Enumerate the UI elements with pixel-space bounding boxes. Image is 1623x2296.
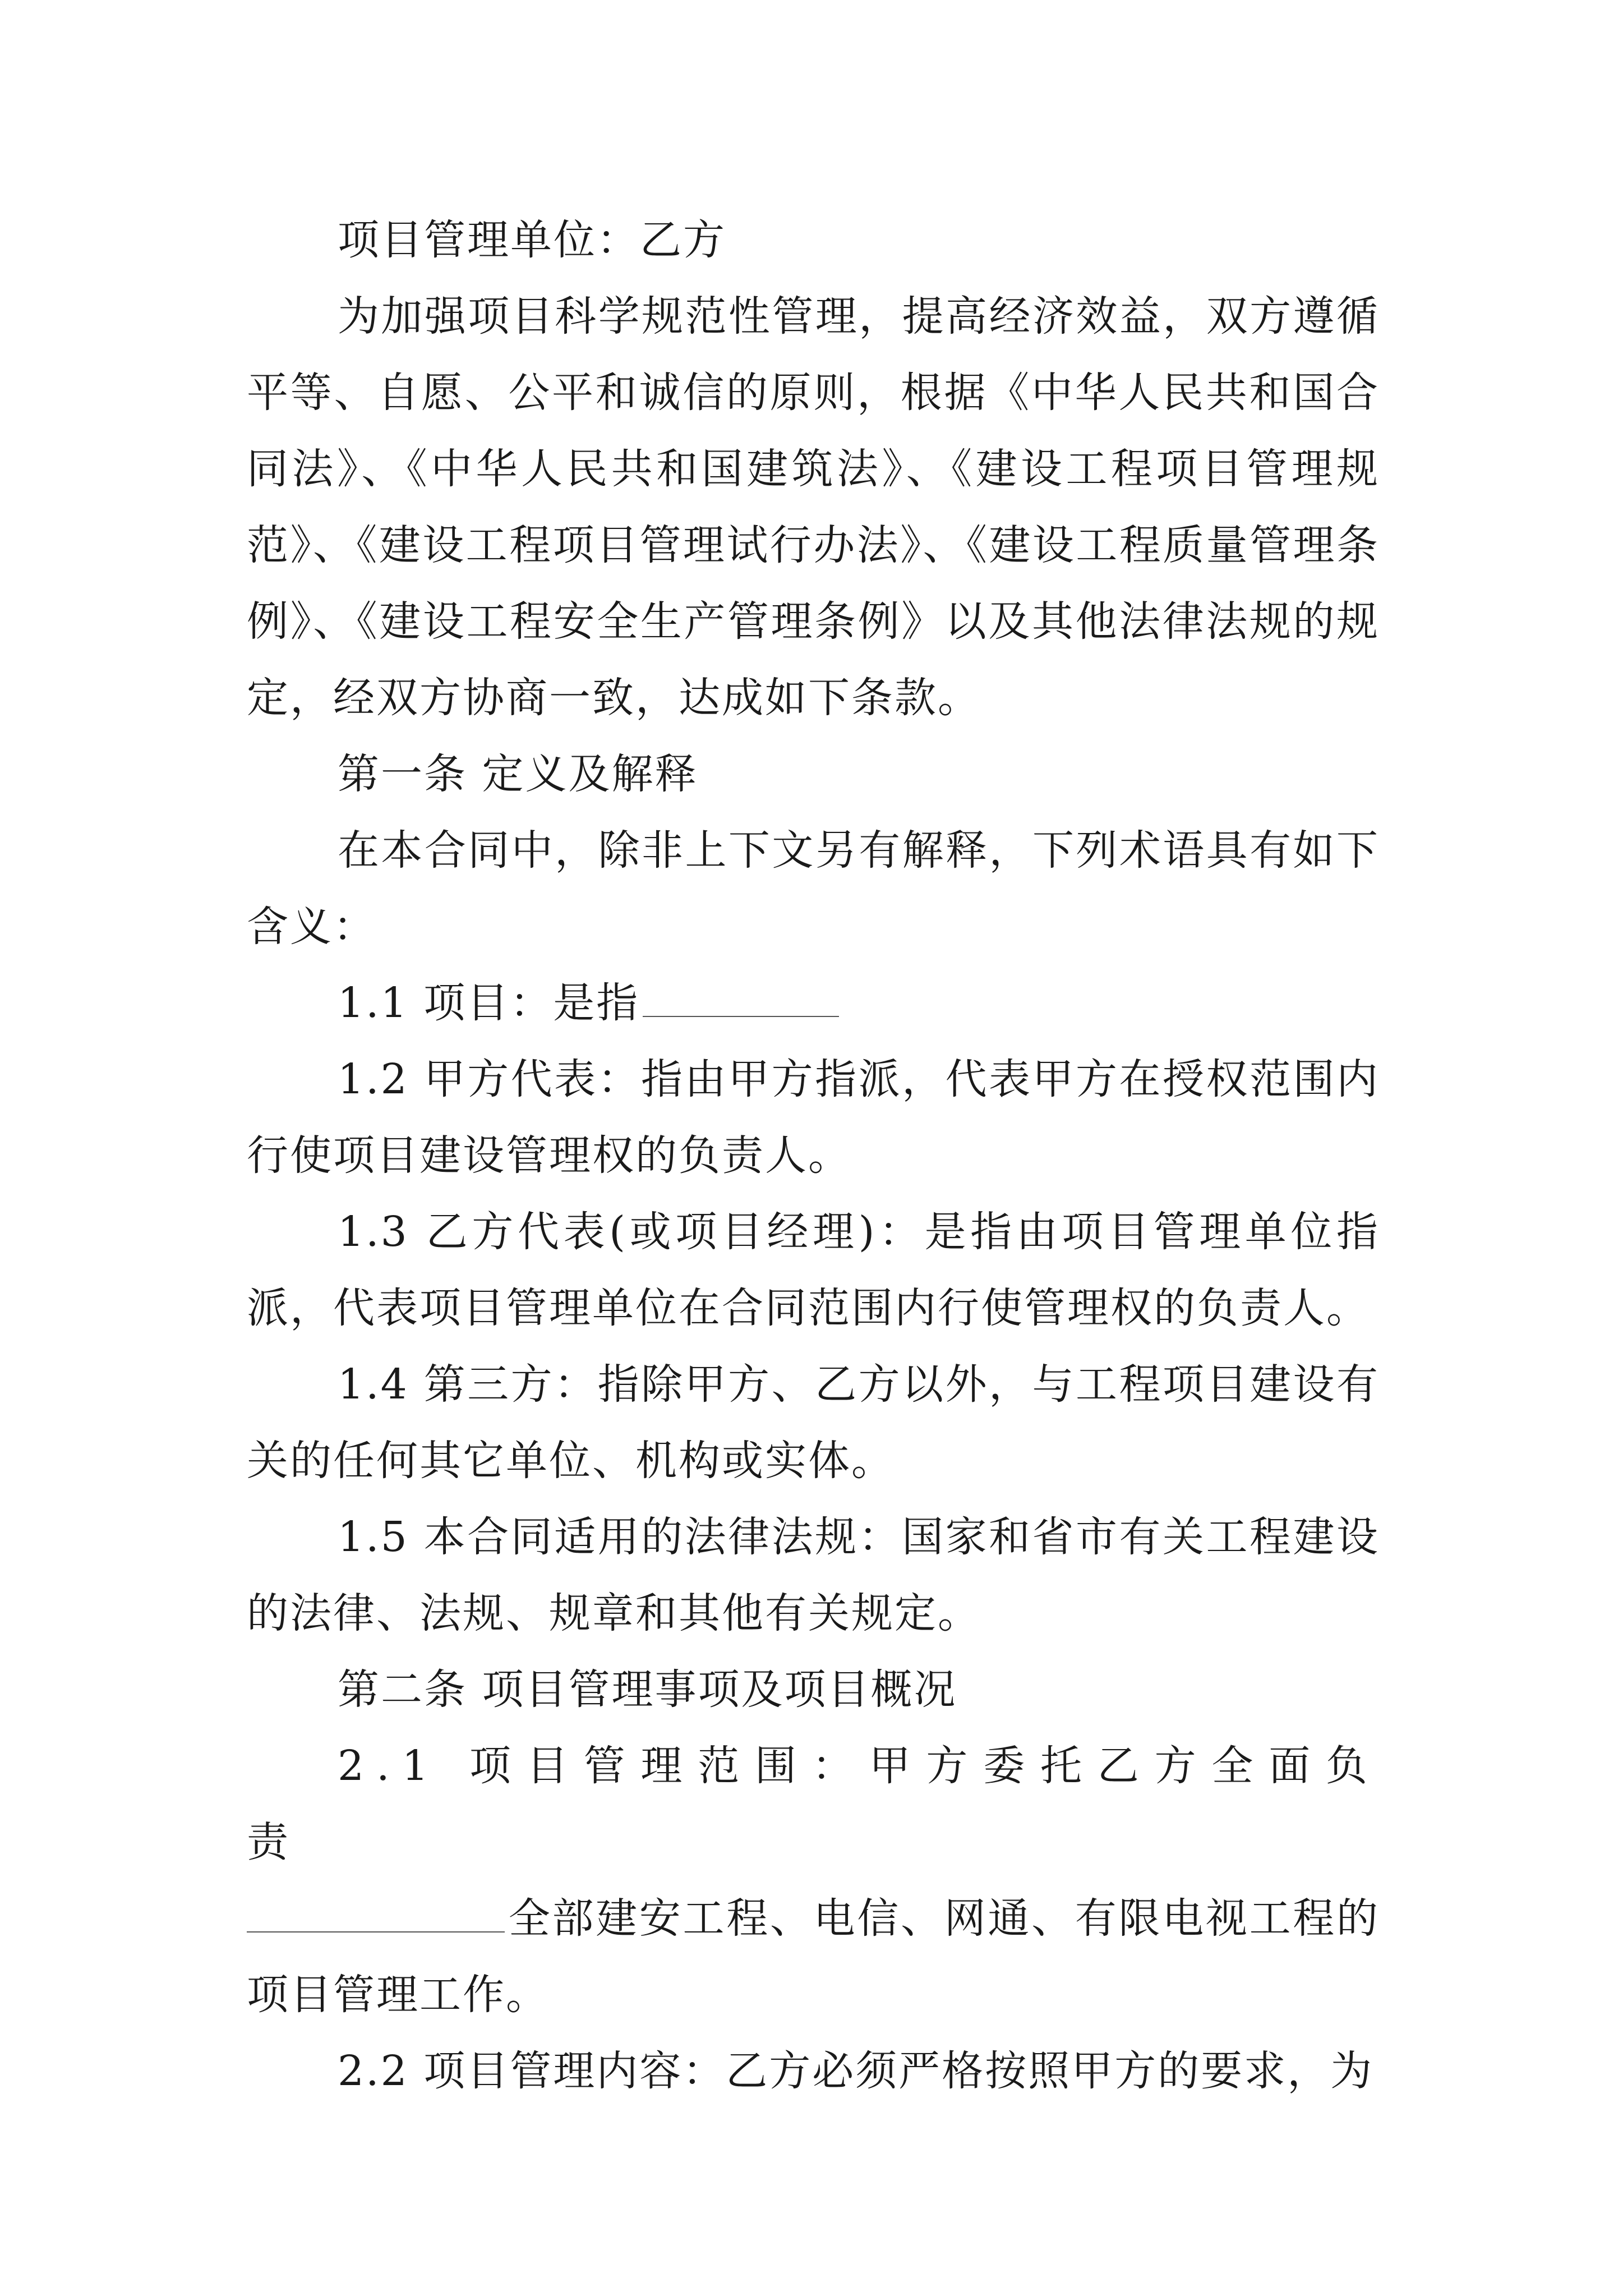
item-2-1-text-a: 2.1 项目管理范围：甲方委托乙方全面负责 — [247, 1742, 1380, 1866]
item-1-1-text: 1.1 项目：是指 — [338, 979, 640, 1027]
item-2-2: 2.2 项目管理内容：乙方必须严格按照甲方的要求，为 — [338, 2047, 1374, 2095]
item-1-2: 1.2 甲方代表：指由甲方指派，代表甲方在授权范围内行使项目建设管理权的负责人。 — [247, 1055, 1380, 1180]
preamble-paragraph: 为加强项目科学规范性管理，提高经济效益，双方遵循平等、自愿、公平和诚信的原则，根据《中华人民共和国合同法》、《中华人民共和国建筑法》、《建设工程项目管理规范》、《建设工程项目管理试行办法》、《建设工程质量管理条例》、《建设工程安全生产管理条例》以及其他法律法规的规定，经双方协商一致，达成如下条款。 — [247, 292, 1380, 722]
item-1-3: 1.3 乙方代表(或项目经理)：是指由项目管理单位指派，代表项目管理单位在合同范围内行使管理权的负责人。 — [247, 1208, 1380, 1332]
item-1-4: 1.4 第三方：指除甲方、乙方以外，与工程项目建设有关的任何其它单位、机构或实体。 — [247, 1360, 1380, 1485]
article-2-title: 第二条 项目管理事项及项目概况 — [338, 1665, 957, 1714]
item-2-1 — [247, 1728, 1380, 2033]
item-1-1-blank — [643, 977, 839, 1017]
article-1-intro: 在本合同中，除非上下文另有解释，下列术语具有如下含义： — [247, 826, 1380, 951]
item-2-1-text-b: 全部建安工程、电信、网通、有限电视工程的项目管理工作。 — [247, 1894, 1380, 2019]
article-1-title: 第一条 定义及解释 — [338, 750, 698, 798]
party-b-line: 项目管理单位：乙方 — [338, 216, 726, 264]
document-body — [247, 202, 1380, 2109]
item-2-1-blank — [247, 1892, 505, 1932]
item-1-5: 1.5 本合同适用的法律法规：国家和省市有关工程建设的法律、法规、规章和其他有关规定。 — [247, 1513, 1380, 1637]
item-1-1 — [247, 965, 1380, 1041]
